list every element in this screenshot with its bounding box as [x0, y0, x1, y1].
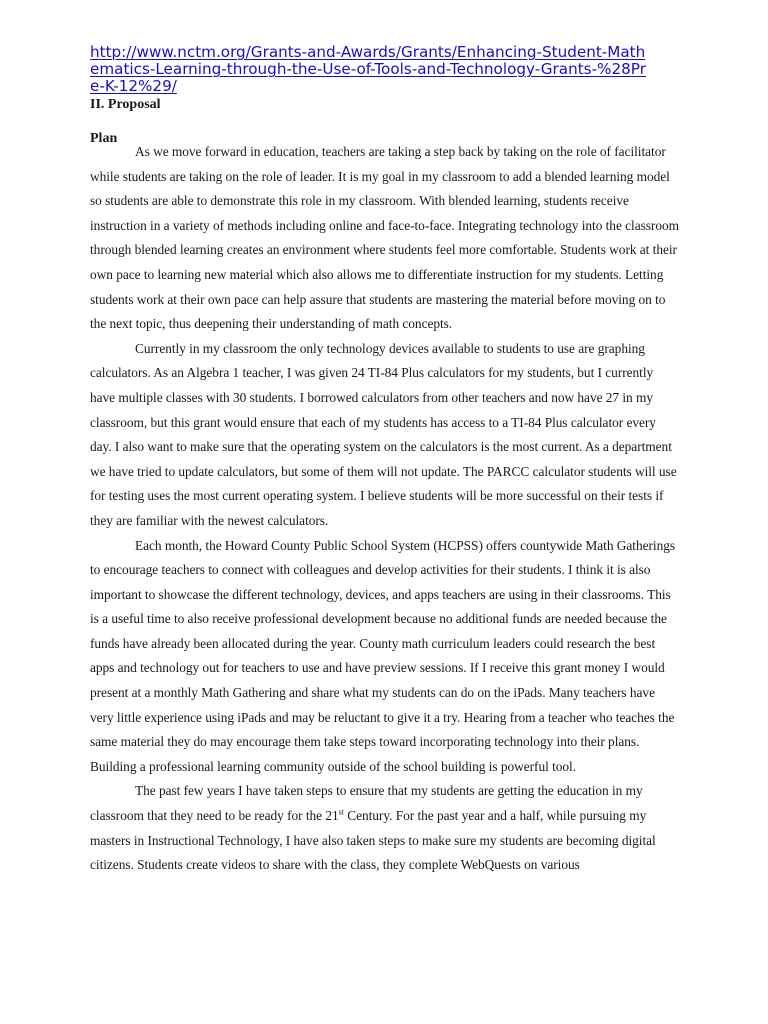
sub-heading-plan: Plan	[90, 131, 118, 146]
section-title: II. Proposal	[90, 97, 161, 112]
paragraph-4-rest: Century. For the past year and a half, while pursuing my masters in Instructional Technology, I have also taken steps to make sure my students are becoming digital citizens. Students create videos to share with the class, they complete WebQuests on various	[90, 808, 656, 873]
paragraph-2: Currently in my classroom the only technology devices available to students to use are graphing calculators. As an Algebra 1 teacher, I was given 24 TI-84 Plus calculators for my students, but I currently have multiple classes with 30 students. I borrowed calculators from other teachers and now have 27 in my classroom, but this grant would ensure that each of my students has access to a TI-84 Plus calculator every day. I also want to make sure that the operating system on the calculators is the most current. As a department we have tried to update calculators, but some of them will not update. The PARCC calculator students will use for testing uses the most current operating system. I believe students will be more successful on their tests if they are familiar with the newest calculators.	[90, 340, 677, 528]
document-page	[90, 44, 680, 878]
paragraph-3: Each month, the Howard County Public School System (HCPSS) offers countywide Math Gatherings to encourage teachers to connect with colleagues and develop activities for their students. I think it is also important to showcase the different technology, devices, and apps teachers are using in their classrooms. This is a useful time to also receive professional development because no additional funds are needed because the funds have already been allocated during the year. County math curriculum leaders could research the best apps and technology out for teachers to use and have preview sessions. If I receive this grant money I would present at a monthly Math Gathering and share what my students can do on the iPads. Many teachers have very little experience using iPads and may be reluctant to give it a try. Hearing from a teacher who teaches the same material they do may encourage them take steps toward incorporating technology into their plans. Building a professional learning community outside of the school building is powerful tool.	[90, 537, 676, 774]
paragraph-4-start: The past few years I have taken steps to ensure that my students are getting the education in my classroom that they need to be ready for the 21	[90, 783, 643, 824]
superscript-st: st	[338, 807, 344, 817]
paragraph-1: As we move forward in education, teachers are taking a step back by taking on the role of facilitator while students are taking on the role of leader. It is my goal in my classroom to add a blended learning model so students are able to demonstrate this role in my classroom. With blended learning, students receive instruction in a variety of methods including online and face-to-face. Integrating technology into the classroom through blended learning creates an environment where students feel more comfortable. Students work at their own pace to learning new material which also allows me to differentiate instruction for my students. Letting students work at their own pace can help assure that students are mastering the material before moving on to the next topic, thus deepening their understanding of math concepts.	[90, 144, 679, 332]
paragraph-4	[90, 779, 680, 877]
nctm-grant-link[interactable]: http://www.nctm.org/Grants-and-Awards/Grants/Enhancing-Student-Mathematics-Learning-through-the-Use-of-Tools-and-Technology-Grants-%28Pre-K-12%29/	[90, 43, 646, 95]
